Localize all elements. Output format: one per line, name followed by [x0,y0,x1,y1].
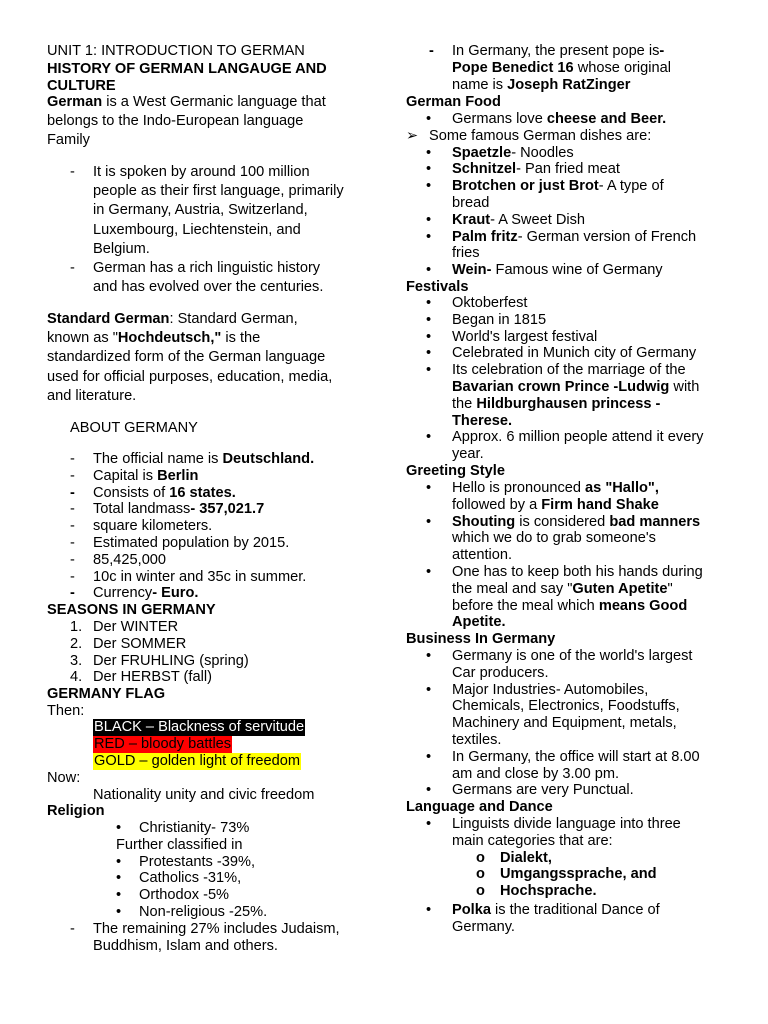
list-item: - square kilometers. [70,518,213,535]
now-label: Now: [47,770,81,786]
list-item: o Hochsprache. [476,883,597,900]
intro-paragraph: German is a West Germanic language that belongs to the Indo-European language Family [47,94,326,149]
flag-black-line: BLACK – Blackness of servitude [94,719,305,735]
list-item: • Orthodox -5% [116,887,230,904]
greeting-heading: Greeting Style [406,463,505,479]
list-item: • Schnitzel- Pan fried meat [426,161,620,178]
spoken-list-item: - It is spoken by around 100 million people as their first language, primarily in Germany, Austria, Switzerland, Luxembourg, Liechtenstein, and Belgium. [70,164,344,257]
list-item: • Christianity- 73% [116,820,250,836]
list-item: • Protestants -39%, [116,853,255,870]
list-item: - The official name is Deutschland. [70,451,315,467]
history-list-item: - German has a rich linguistic history and has evolved over the centuries. [70,260,324,296]
list-item: o Umgangssprache, and [476,866,657,883]
list-item: • Wein- Famous wine of Germany [426,262,663,279]
list-item: • Germans love cheese and Beer. [426,111,667,127]
list-item: ➢ Some famous German dishes are: [406,127,652,144]
list-item: 1. Der WINTER [70,619,179,635]
festivals-heading: Festivals [406,279,469,295]
list-item: • Germans are very Punctual. [426,782,634,799]
list-item: • Spaetzle- Noodles [426,144,574,161]
list-item: • Catholics -31%, [116,870,242,887]
list-item: • Non-religious -25%. [116,903,268,920]
list-item: • Its celebration of the marriage of the Bavarian crown Prince -Ludwig with the Hildburghausen princess - Therese. [426,362,700,429]
list-item: - Total landmass- 357,021.7 [70,501,265,518]
food-heading: German Food [406,94,501,110]
seasons-list [47,619,362,686]
list-item: 4. Der HERBST (fall) [70,669,212,686]
festivals-list [406,295,741,463]
list-item: - Capital is Berlin [70,467,199,484]
list-item: • Major Industries- Automobiles, Chemicals, Electronics, Foodstuffs, Machinery and Equipment, metals, textiles. [426,681,680,748]
business-heading: Business In Germany [406,631,556,647]
flag-red-line: RED – bloody battles [94,736,232,752]
list-item: 2. Der SOMMER [70,635,187,652]
list-item: • Polka is the traditional Dance of Germany. [426,901,660,935]
list-item: • Hello is pronounced as "Hallo", followed by a Firm hand Shake [426,480,659,513]
list-item: • Approx. 6 million people attend it every year. [426,429,704,463]
list-item: • Linguists divide language into three main categories that are: [426,816,681,849]
greeting-list [406,480,741,631]
list-item: • One has to keep both his hands during the meal and say "Guten Apetite" before the meal which means Good Apetite. [426,563,703,631]
list-item: • In Germany, the office will start at 8.00 am and close by 3.00 pm. [426,748,700,782]
flag-heading: GERMANY FLAG [47,686,166,702]
history-title: HISTORY OF GERMAN LANGAUGE AND CULTURE [47,61,327,94]
language-heading: Language and Dance [406,799,553,815]
language-list [406,816,741,936]
list-item: • Celebrated in Munich city of Germany [426,345,697,362]
list-item: • Oktoberfest [426,295,528,311]
then-label: Then: [47,703,85,719]
list-item: • Shouting is considered bad manners which we do to grab someone's attention. [426,513,701,564]
about-germany-heading: ABOUT GERMANY [70,420,198,436]
list-item: o Dialekt, [476,849,552,866]
list-item: • Palm fritz- German version of French fries [426,228,697,262]
list-item: 3. Der FRUHLING (spring) [70,652,249,669]
food-list [406,111,741,279]
flag-gold-line: GOLD – golden light of freedom [94,753,301,769]
religion-heading: Religion [47,803,105,819]
standard-german-paragraph: Standard German: Standard German, known as "Hochdeutsch," is the standardized form of the German language used for official purposes, education, media, and literature. [47,311,333,404]
business-list [406,648,741,799]
list-item: • Brotchen or just Brot- A type of bread [426,178,664,211]
list-item: • World's largest festival [426,328,598,345]
list-item: - The remaining 27% includes Judaism, Buddhism, Islam and others. [70,920,340,954]
religion-list [47,820,362,954]
list-item: - Consists of 16 states. [70,484,236,501]
about-germany-list [47,451,362,602]
seasons-heading: SEASONS IN GERMANY [47,602,216,618]
list-item: - Estimated population by 2015. [70,534,290,551]
list-item: • Germany is one of the world's largest Car producers. [426,648,693,681]
unit-title: UNIT 1: INTRODUCTION TO GERMAN [47,43,305,59]
list-item: - Currency- Euro. [70,585,199,602]
list-item: - 85,425,000 [70,551,167,568]
list-item: Further classified in [116,836,243,853]
list-item: • Kraut- A Sweet Dish [426,211,586,228]
pope-item: - In Germany, the present pope is- Pope Benedict 16 whose original name is Joseph RatZinger [429,43,672,93]
now-text: Nationality unity and civic freedom [93,787,315,803]
list-item: • Began in 1815 [426,311,547,328]
list-item: - 10c in winter and 35c in summer. [70,568,307,585]
